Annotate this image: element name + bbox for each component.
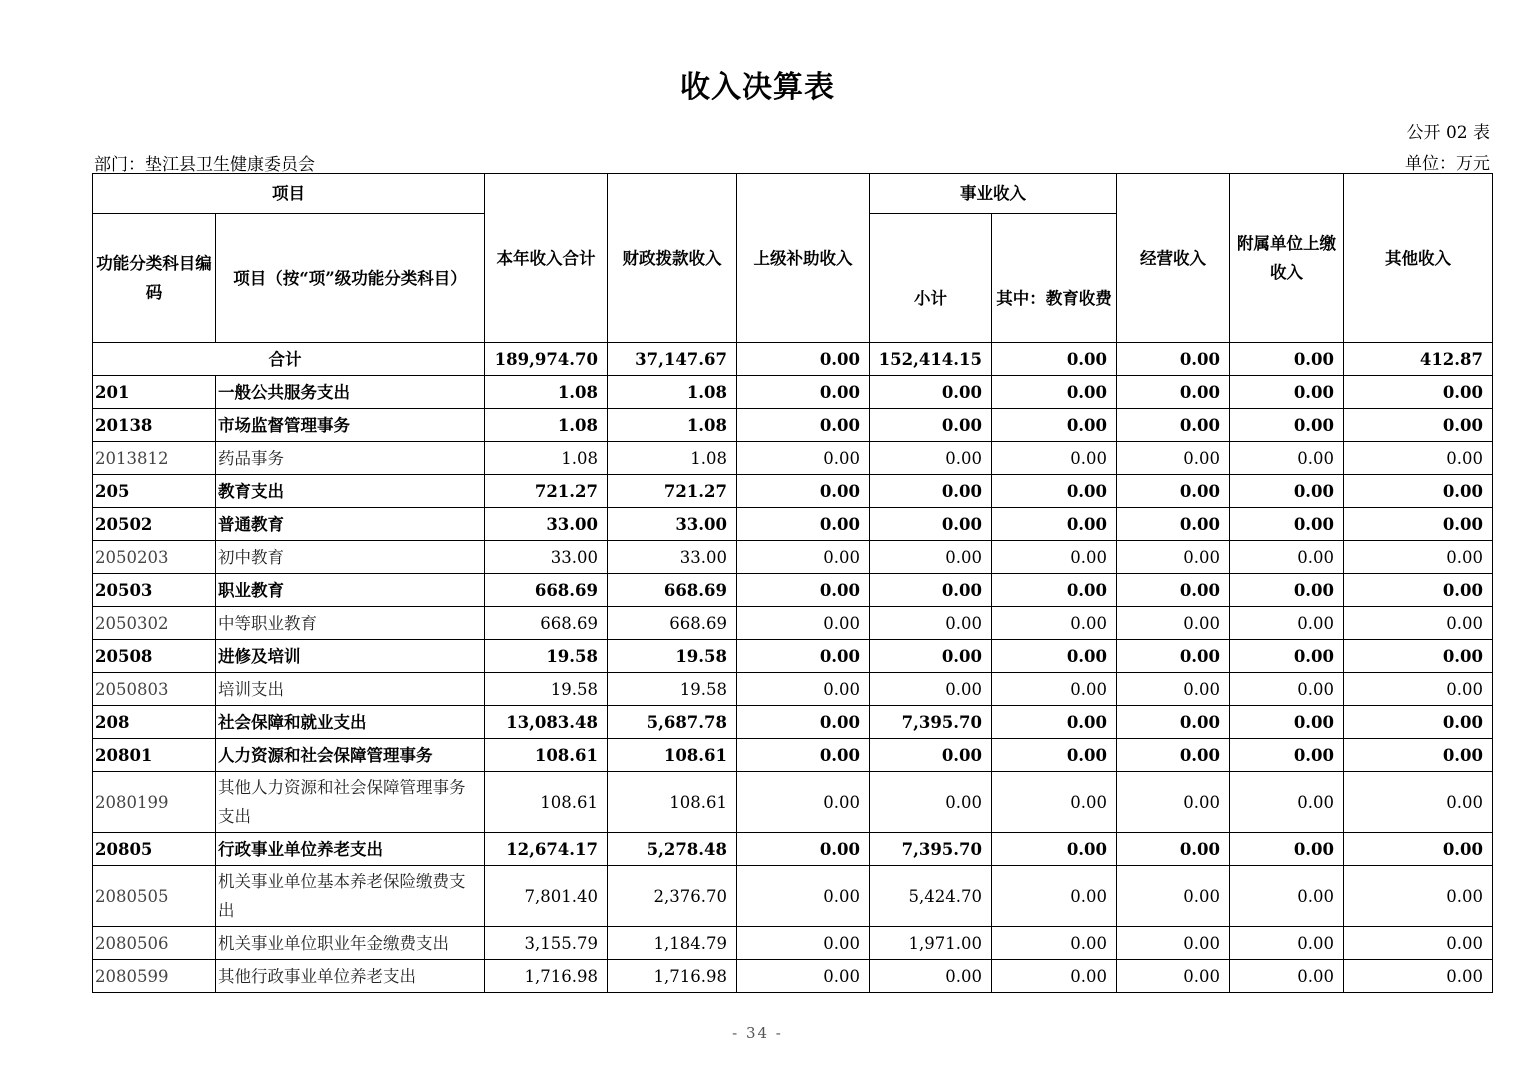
row-value: 0.00 xyxy=(1344,927,1493,960)
header-total-income: 本年收入合计 xyxy=(485,174,608,343)
row-name: 社会保障和就业支出 xyxy=(216,706,485,739)
row-value: 1,184.79 xyxy=(608,927,737,960)
row-value: 0.00 xyxy=(737,541,870,574)
row-value: 0.00 xyxy=(1230,960,1344,993)
row-value: 0.00 xyxy=(1230,409,1344,442)
row-value: 5,424.70 xyxy=(870,866,992,927)
row-value: 0.00 xyxy=(1230,574,1344,607)
header-project: 项目 xyxy=(93,174,485,214)
row-value: 0.00 xyxy=(870,508,992,541)
row-value: 0.00 xyxy=(1117,673,1230,706)
row-value: 0.00 xyxy=(870,376,992,409)
row-code: 2080199 xyxy=(93,772,216,833)
row-value: 0.00 xyxy=(870,640,992,673)
row-value: 0.00 xyxy=(992,673,1117,706)
row-name: 行政事业单位养老支出 xyxy=(216,833,485,866)
row-value: 0.00 xyxy=(1230,475,1344,508)
header-other-income: 其他收入 xyxy=(1344,174,1493,343)
row-value: 0.00 xyxy=(737,833,870,866)
total-cell: 189,974.70 xyxy=(485,343,608,376)
table-row xyxy=(93,739,1493,772)
row-value: 0.00 xyxy=(1230,706,1344,739)
row-value: 0.00 xyxy=(737,739,870,772)
total-cell: 0.00 xyxy=(1230,343,1344,376)
row-value: 1.08 xyxy=(608,442,737,475)
table-row xyxy=(93,772,1493,833)
row-value: 0.00 xyxy=(1230,376,1344,409)
table-row xyxy=(93,541,1493,574)
row-value: 0.00 xyxy=(1344,706,1493,739)
row-value: 108.61 xyxy=(608,772,737,833)
row-value: 0.00 xyxy=(870,739,992,772)
row-value: 19.58 xyxy=(608,640,737,673)
row-value: 0.00 xyxy=(737,607,870,640)
total-row xyxy=(93,343,1493,376)
header-fiscal-appropriation: 财政拨款收入 xyxy=(608,174,737,343)
row-value: 0.00 xyxy=(870,673,992,706)
row-code: 208 xyxy=(93,706,216,739)
row-value: 0.00 xyxy=(870,574,992,607)
row-value: 0.00 xyxy=(1230,866,1344,927)
row-code: 20805 xyxy=(93,833,216,866)
row-name: 其他行政事业单位养老支出 xyxy=(216,960,485,993)
row-value: 0.00 xyxy=(1344,508,1493,541)
row-code: 20138 xyxy=(93,409,216,442)
row-name: 药品事务 xyxy=(216,442,485,475)
row-code: 201 xyxy=(93,376,216,409)
row-code: 2080506 xyxy=(93,927,216,960)
row-value: 0.00 xyxy=(737,706,870,739)
row-value: 0.00 xyxy=(1117,927,1230,960)
row-value: 0.00 xyxy=(992,376,1117,409)
row-value: 0.00 xyxy=(992,442,1117,475)
row-value: 0.00 xyxy=(737,927,870,960)
header-subtotal: 小计 xyxy=(870,214,992,343)
row-value: 0.00 xyxy=(1117,442,1230,475)
total-cell: 0.00 xyxy=(1117,343,1230,376)
table-row xyxy=(93,607,1493,640)
row-value: 19.58 xyxy=(485,640,608,673)
row-value: 108.61 xyxy=(485,772,608,833)
row-code: 20801 xyxy=(93,739,216,772)
row-value: 108.61 xyxy=(485,739,608,772)
row-value: 33.00 xyxy=(608,541,737,574)
row-value: 0.00 xyxy=(737,673,870,706)
row-value: 0.00 xyxy=(737,640,870,673)
table-row xyxy=(93,833,1493,866)
row-value: 0.00 xyxy=(870,772,992,833)
row-code: 2080599 xyxy=(93,960,216,993)
row-name: 其他人力资源和社会保障管理事务支出 xyxy=(216,772,485,833)
row-value: 0.00 xyxy=(737,960,870,993)
row-value: 0.00 xyxy=(992,508,1117,541)
page-number: - 34 - xyxy=(732,1024,783,1042)
row-value: 1.08 xyxy=(608,376,737,409)
row-value: 0.00 xyxy=(1344,376,1493,409)
row-value: 0.00 xyxy=(1344,541,1493,574)
row-value: 0.00 xyxy=(1344,607,1493,640)
row-value: 1,971.00 xyxy=(870,927,992,960)
row-value: 3,155.79 xyxy=(485,927,608,960)
row-value: 0.00 xyxy=(1344,833,1493,866)
row-value: 33.00 xyxy=(608,508,737,541)
table-row xyxy=(93,960,1493,993)
row-value: 0.00 xyxy=(737,772,870,833)
row-value: 0.00 xyxy=(737,475,870,508)
header-affiliated-income: 附属单位上缴收入 xyxy=(1230,174,1344,343)
header-superior-subsidy: 上级补助收入 xyxy=(737,174,870,343)
row-name: 初中教育 xyxy=(216,541,485,574)
row-value: 5,278.48 xyxy=(608,833,737,866)
total-cell: 0.00 xyxy=(992,343,1117,376)
row-value: 0.00 xyxy=(992,866,1117,927)
row-value: 0.00 xyxy=(870,960,992,993)
row-value: 1.08 xyxy=(485,376,608,409)
row-value: 19.58 xyxy=(485,673,608,706)
row-value: 0.00 xyxy=(1117,409,1230,442)
row-code: 2050203 xyxy=(93,541,216,574)
row-value: 0.00 xyxy=(1117,376,1230,409)
row-value: 0.00 xyxy=(1344,960,1493,993)
row-value: 0.00 xyxy=(992,541,1117,574)
row-value: 0.00 xyxy=(1230,927,1344,960)
row-name: 机关事业单位职业年金缴费支出 xyxy=(216,927,485,960)
row-value: 0.00 xyxy=(1117,833,1230,866)
row-value: 1,716.98 xyxy=(485,960,608,993)
row-name: 职业教育 xyxy=(216,574,485,607)
row-value: 0.00 xyxy=(737,866,870,927)
row-code: 205 xyxy=(93,475,216,508)
row-value: 2,376.70 xyxy=(608,866,737,927)
row-name: 市场监督管理事务 xyxy=(216,409,485,442)
row-name: 机关事业单位基本养老保险缴费支出 xyxy=(216,866,485,927)
table-row xyxy=(93,508,1493,541)
row-value: 0.00 xyxy=(1117,508,1230,541)
row-code: 2013812 xyxy=(93,442,216,475)
row-name: 培训支出 xyxy=(216,673,485,706)
row-value: 0.00 xyxy=(992,960,1117,993)
table-row xyxy=(93,574,1493,607)
row-name: 中等职业教育 xyxy=(216,607,485,640)
row-value: 0.00 xyxy=(1230,442,1344,475)
row-value: 12,674.17 xyxy=(485,833,608,866)
row-value: 0.00 xyxy=(1344,475,1493,508)
row-value: 0.00 xyxy=(992,475,1117,508)
row-value: 0.00 xyxy=(1344,673,1493,706)
table-row xyxy=(93,673,1493,706)
row-code: 20502 xyxy=(93,508,216,541)
row-value: 0.00 xyxy=(1344,409,1493,442)
income-statement-table xyxy=(92,173,1493,993)
row-value: 668.69 xyxy=(608,574,737,607)
row-value: 0.00 xyxy=(1344,640,1493,673)
page-title: 收入决算表 xyxy=(680,70,835,105)
row-value: 0.00 xyxy=(737,376,870,409)
row-name: 人力资源和社会保障管理事务 xyxy=(216,739,485,772)
table-row xyxy=(93,442,1493,475)
row-code: 2080505 xyxy=(93,866,216,927)
table-row xyxy=(93,475,1493,508)
header-code: 功能分类科目编码 xyxy=(93,214,216,343)
total-label: 合计 xyxy=(93,343,485,376)
total-cell: 152,414.15 xyxy=(870,343,992,376)
row-value: 0.00 xyxy=(1117,475,1230,508)
row-value: 0.00 xyxy=(992,409,1117,442)
row-value: 721.27 xyxy=(608,475,737,508)
row-code: 20508 xyxy=(93,640,216,673)
row-value: 0.00 xyxy=(737,409,870,442)
row-value: 0.00 xyxy=(992,607,1117,640)
row-value: 0.00 xyxy=(870,442,992,475)
header-item-name: 项目（按“项”级功能分类科目） xyxy=(216,214,485,343)
header-business-income: 事业收入 xyxy=(870,174,1117,214)
row-value: 0.00 xyxy=(1117,541,1230,574)
total-cell: 37,147.67 xyxy=(608,343,737,376)
row-value: 0.00 xyxy=(992,833,1117,866)
unit-label: 单位：万元 xyxy=(1405,154,1490,174)
row-value: 13,083.48 xyxy=(485,706,608,739)
row-value: 0.00 xyxy=(1230,541,1344,574)
row-value: 0.00 xyxy=(992,927,1117,960)
row-value: 19.58 xyxy=(608,673,737,706)
row-value: 1.08 xyxy=(485,442,608,475)
row-value: 0.00 xyxy=(992,706,1117,739)
row-value: 0.00 xyxy=(1117,960,1230,993)
row-value: 1.08 xyxy=(608,409,737,442)
header-education-fee: 其中：教育收费 xyxy=(992,214,1117,343)
row-value: 0.00 xyxy=(1117,772,1230,833)
row-value: 7,395.70 xyxy=(870,833,992,866)
row-name: 教育支出 xyxy=(216,475,485,508)
row-code: 2050803 xyxy=(93,673,216,706)
row-value: 0.00 xyxy=(1230,739,1344,772)
table-row xyxy=(93,706,1493,739)
table-row xyxy=(93,927,1493,960)
row-value: 7,801.40 xyxy=(485,866,608,927)
row-value: 0.00 xyxy=(1230,833,1344,866)
row-value: 0.00 xyxy=(992,739,1117,772)
row-value: 0.00 xyxy=(992,640,1117,673)
row-value: 0.00 xyxy=(870,541,992,574)
row-name: 进修及培训 xyxy=(216,640,485,673)
row-value: 0.00 xyxy=(737,508,870,541)
row-value: 0.00 xyxy=(992,574,1117,607)
table-row xyxy=(93,866,1493,927)
row-value: 1,716.98 xyxy=(608,960,737,993)
row-value: 0.00 xyxy=(992,772,1117,833)
department-label: 部门：垫江县卫生健康委员会 xyxy=(94,155,315,175)
row-value: 0.00 xyxy=(1344,574,1493,607)
row-name: 一般公共服务支出 xyxy=(216,376,485,409)
row-value: 0.00 xyxy=(1344,772,1493,833)
table-row xyxy=(93,376,1493,409)
row-value: 0.00 xyxy=(1230,640,1344,673)
row-value: 0.00 xyxy=(1344,442,1493,475)
row-value: 0.00 xyxy=(1230,508,1344,541)
row-value: 1.08 xyxy=(485,409,608,442)
total-cell: 0.00 xyxy=(737,343,870,376)
row-value: 721.27 xyxy=(485,475,608,508)
row-value: 0.00 xyxy=(1344,739,1493,772)
row-code: 20503 xyxy=(93,574,216,607)
header-operating-income: 经营收入 xyxy=(1117,174,1230,343)
row-value: 0.00 xyxy=(870,607,992,640)
row-value: 0.00 xyxy=(1117,706,1230,739)
table-row xyxy=(93,640,1493,673)
row-value: 5,687.78 xyxy=(608,706,737,739)
row-value: 0.00 xyxy=(870,475,992,508)
row-name: 普通教育 xyxy=(216,508,485,541)
row-value: 0.00 xyxy=(870,409,992,442)
row-value: 0.00 xyxy=(1117,739,1230,772)
total-cell: 412.87 xyxy=(1344,343,1493,376)
row-value: 0.00 xyxy=(737,574,870,607)
row-value: 0.00 xyxy=(1230,772,1344,833)
row-value: 0.00 xyxy=(1117,607,1230,640)
row-code: 2050302 xyxy=(93,607,216,640)
row-value: 668.69 xyxy=(485,574,608,607)
row-value: 0.00 xyxy=(1117,640,1230,673)
form-number: 公开 02 表 xyxy=(1406,123,1490,143)
row-value: 0.00 xyxy=(1117,866,1230,927)
row-value: 668.69 xyxy=(608,607,737,640)
row-value: 0.00 xyxy=(737,442,870,475)
row-value: 0.00 xyxy=(1230,607,1344,640)
row-value: 0.00 xyxy=(1344,866,1493,927)
row-value: 668.69 xyxy=(485,607,608,640)
row-value: 0.00 xyxy=(1230,673,1344,706)
row-value: 108.61 xyxy=(608,739,737,772)
row-value: 0.00 xyxy=(1117,574,1230,607)
row-value: 33.00 xyxy=(485,508,608,541)
row-value: 33.00 xyxy=(485,541,608,574)
table-row xyxy=(93,409,1493,442)
row-value: 7,395.70 xyxy=(870,706,992,739)
